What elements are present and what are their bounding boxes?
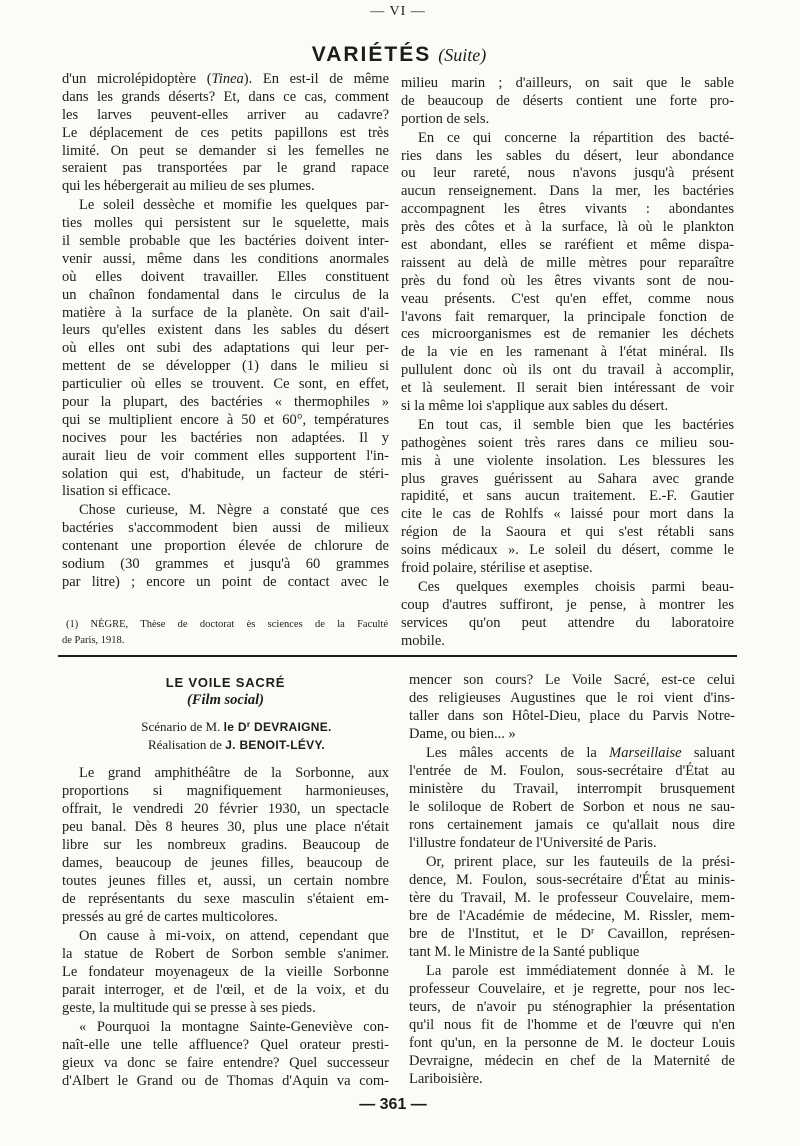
text-line-content: pathogènes soient très rares dans ce milieu sou- [401, 434, 734, 451]
text-line [409, 1070, 735, 1088]
text-line [62, 178, 389, 196]
paragraph [62, 197, 389, 501]
text-line [409, 725, 735, 743]
text-line-content: professeur Couvelaire, et je regrette, pour nos lec- [409, 981, 735, 997]
text-line-content: rapidité, et sans aucun traitement. E.-F. Gautier [401, 488, 734, 505]
article-column-left [62, 71, 389, 592]
screenplay-credit [62, 718, 389, 736]
text-line-content: services qu'on peut attendre du laboratoire [401, 614, 734, 631]
text-line-content: seraient pas transportées par le grand rapace [62, 160, 389, 177]
film-article-header [62, 674, 389, 754]
text-line [62, 89, 389, 107]
text-line-content: Dame, ou bien... » [409, 726, 516, 742]
folio-number: — VI — [370, 4, 426, 19]
text-line-content: où elles ont subi des adaptations qui leur per- [62, 340, 389, 357]
text-line [401, 524, 734, 542]
text-line [401, 273, 734, 291]
text-line [62, 927, 389, 945]
text-line [409, 998, 735, 1016]
text-line [409, 962, 735, 980]
text-line [62, 358, 389, 376]
superscript-text: r [246, 719, 251, 730]
credit-label: Réalisation de [147, 737, 222, 752]
text-line [401, 362, 734, 380]
text-line [62, 448, 389, 466]
film-genre: (Film social) [187, 692, 264, 708]
text-line-content: cite le cas de Rohlfs « laissé pour mort dans la [401, 506, 734, 523]
paragraph [62, 1018, 389, 1090]
text-line [62, 430, 389, 448]
text-line [62, 125, 389, 143]
text-line-content: l'entrée de M. Foulon, sous-secrétaire d'État au [409, 763, 735, 779]
text-line [401, 183, 734, 201]
text-line [62, 305, 389, 323]
text-line [401, 615, 734, 633]
text-line-content: l'avons fait remarquer, la principale fonction de [401, 308, 734, 325]
text-line-content: tère du Travail, M. le professeur Couvelaire, mem- [409, 890, 735, 906]
text-line-content: naît-elle une telle affluence? Quel orateur presti- [62, 1037, 389, 1053]
text-line-content: gieux va donc se faire entendre? Quel successeur [62, 1055, 389, 1071]
credit-name [224, 720, 332, 734]
text-line [401, 506, 734, 524]
paragraph [401, 130, 734, 416]
paragraph [409, 962, 735, 1088]
text-line [62, 556, 389, 574]
text-line-content: l'illustre fondateur de l'Université de Paris. [409, 835, 657, 851]
text-line [62, 945, 389, 963]
text-line-content: proportions si magnifiquement harmonieuses, [62, 783, 389, 799]
text-line-content: ou leur rareté, nous n'avons jusqu'à présent [401, 165, 734, 182]
text-line [62, 854, 389, 872]
text-line-content: bre de l'Institut, et le $D^r$ Cavaillon, représen- [409, 925, 735, 942]
text-line [409, 1016, 735, 1034]
text-line-content: rons certainement jamais ce qu'allait nous dire [409, 817, 735, 833]
text-line-content: Le grand amphithéâtre de la Sorbonne, aux [79, 765, 389, 781]
text-line-content: coup d'autres suffiront, je pense, à montrer les [401, 596, 734, 613]
text-line [62, 412, 389, 430]
text-line [62, 215, 389, 233]
superscript-text: r [590, 925, 595, 937]
text-line-content: Lariboisière. [409, 1071, 483, 1087]
text-line [401, 291, 734, 309]
text-line-content: veau présents. C'est qu'en effet, comme nous [401, 290, 734, 307]
text-line [62, 71, 389, 89]
text-line-content: On cause à mi-voix, on attend, cependant que [79, 928, 389, 944]
text-line-content: le soliloque de Robert de Sorbon et nous ne sau- [409, 799, 735, 815]
text-line [62, 872, 389, 890]
text-line-content: solation qui est, d'habitude, un facteur de stéri- [62, 465, 389, 482]
footnote-text [62, 617, 388, 649]
text-line-content: leurs qu'elles existent dans les sables du désert [62, 322, 389, 339]
text-line [62, 782, 389, 800]
text-line-content: En ce qui concerne la répartition des bacté- [418, 129, 734, 146]
text-line-content: teurs, de n'avoir pu sténographier la présentation [409, 999, 735, 1015]
page-number: — 361 — [359, 1096, 427, 1113]
text-line [401, 579, 734, 597]
text-line [401, 417, 734, 435]
credit-label: Scénario de M. [141, 719, 221, 734]
text-line [62, 836, 389, 854]
text-line-content: qui se multiplient encore à 50 et 60°, températures [62, 411, 389, 428]
text-line-content: portion de sels. [401, 110, 490, 127]
text-line-content: d'Albert le Grand ou de Thomas d'Aquin va com- [62, 1073, 389, 1089]
text-line [409, 780, 735, 798]
text-line [409, 943, 735, 961]
text-line [62, 999, 389, 1017]
text-line-content: nocives pour les bactéries non adaptées. Il y [62, 429, 389, 446]
paragraph [62, 71, 389, 196]
text-line-content: près des côtes et à la surface, là où le plankton [401, 219, 734, 236]
text-line-content: il semble probable que les bactéries doivent inter- [62, 233, 389, 250]
text-line-content: La parole est immédiatement donnée à M. le [426, 963, 735, 979]
text-line-content: ministère du Travail, interrompit brusquement [409, 781, 735, 797]
text-line-content: de représentants du sexe masculin s'étaient em- [62, 891, 389, 907]
text-line-content: pressés au gré de cartes multicolores. [62, 909, 278, 925]
text-line-content: libre sur les nombreux gradins. Beaucoup de [62, 837, 389, 853]
text-line [62, 197, 389, 215]
text-line-content: d'un microlépidoptère (Tinea). En est-il de même [62, 71, 390, 87]
text-line [401, 435, 734, 453]
text-line [62, 1018, 389, 1036]
text-line-content: limité. On peut se demander si les femelles ne [62, 142, 389, 159]
text-line [409, 907, 735, 925]
paragraph [409, 853, 735, 961]
text-line-content: particulier où elles se trouvent. Ce sont, en effet, [62, 376, 389, 393]
film-article-column-right [409, 671, 735, 1088]
text-line-content: lisation si efficace. [62, 483, 171, 500]
text-line-content: sodium (30 grammes et jusqu'à 60 grammes [62, 556, 389, 573]
text-line [62, 233, 389, 251]
text-line [401, 237, 734, 255]
text-line-content: mis à une violente insolation. Les blessures les [401, 452, 734, 469]
text-line-content: milieu marin ; d'ailleurs, on sait que le sable [401, 75, 734, 91]
text-line-content: mobile. [401, 632, 445, 649]
text-line [62, 574, 389, 592]
text-line-content: geste, la multitude qui se presse à ses pieds. [62, 1000, 316, 1016]
text-line-content: matière à la surface de la planète. On sait d'ail- [62, 304, 389, 321]
text-line [62, 322, 389, 340]
text-line [62, 764, 389, 782]
text-line [62, 538, 389, 556]
section-title: VARIÉTÉS [311, 43, 432, 66]
text-line [62, 502, 389, 520]
text-line-content: accompagnent les êtres vivants : abondantes [401, 201, 734, 218]
text-line [62, 376, 389, 394]
paragraph [401, 75, 734, 129]
text-line-content: soins médicaux ». Le soleil du désert, comme le [401, 542, 734, 559]
text-line-content: venir aussi, même dans les conditions anormales [62, 250, 389, 267]
text-line [401, 201, 734, 219]
text-line-content: dames, beaucoup de jeunes filles, beaucoup de [62, 855, 389, 871]
text-line [62, 466, 389, 484]
text-line [409, 762, 735, 780]
paragraph [401, 417, 734, 578]
text-line-content: région de la Saoura et qui s'est rétabli sans [401, 524, 734, 541]
text-line-content: Devraigne, médecin en chef de la Maternité de [409, 1053, 735, 1069]
text-line [401, 255, 734, 273]
text-line [401, 453, 734, 471]
credit-title: le D [223, 720, 247, 734]
text-line [409, 853, 735, 871]
credit-person: DEVRAIGNE. [254, 720, 332, 734]
paragraph [409, 744, 735, 852]
text-line-content: (1) NÈGRE, Thèse de doctorat ès sciences de la Faculté [66, 619, 388, 630]
text-line-content: Chose curieuse, M. Nègre a constaté que ces [79, 502, 389, 519]
text-line [401, 398, 734, 416]
text-line [409, 871, 735, 889]
text-line [409, 889, 735, 907]
text-line [401, 326, 734, 344]
text-line-content: pour la plupart, des bactéries « thermophiles » [62, 394, 389, 411]
text-line [409, 689, 735, 707]
text-line-content: est abondant, elles se raréfient et même dispa- [401, 237, 734, 254]
text-line [401, 93, 734, 111]
text-line [401, 165, 734, 183]
section-divider [58, 655, 737, 657]
text-line-content: Le soleil dessèche et momifie les quelques par- [79, 197, 389, 214]
text-line [409, 798, 735, 816]
text-line-content: bactéries s'accommodent bien aussi de milieux [62, 520, 389, 537]
text-line-content: plus graves guérissent au Sahara avec grande [401, 470, 734, 487]
text-line-content: mettent de se développer (1) dans le milieu si [62, 358, 389, 375]
text-line [401, 471, 734, 489]
film-article-column-left [62, 764, 389, 1090]
text-line-content: les larves peuvent-elles arriver au cadavre? [62, 106, 389, 123]
text-line-content: dans les grands déserts? Et, dans ce cas, comment [62, 88, 389, 105]
text-line [401, 597, 734, 615]
paragraph [62, 764, 389, 926]
text-line [62, 617, 388, 633]
text-line [409, 707, 735, 725]
text-line [401, 75, 734, 93]
text-line [401, 560, 734, 578]
text-line-content: parait interroger, et de l'œil, et de la voix, et du [62, 982, 389, 998]
paragraph [62, 927, 389, 1017]
text-line-content: de Paris, 1918. [62, 635, 125, 646]
text-line [401, 633, 734, 651]
text-line-content: Ces quelques exemples choisis parmi beau- [418, 578, 734, 595]
text-line [409, 980, 735, 998]
text-line [401, 542, 734, 560]
text-line [62, 143, 389, 161]
text-line [62, 251, 389, 269]
text-line-content: si la même loi s'applique aux sables du désert. [401, 398, 669, 415]
text-line [62, 107, 389, 125]
text-line-content: par litre) ; encore un point de contact avec le [62, 573, 389, 590]
text-line-content: froid polaire, stérilise et aseptise. [401, 560, 593, 577]
credit-person: J. BENOIT-LÉVY. [225, 738, 326, 752]
direction-credit [62, 736, 389, 754]
text-line [409, 1034, 735, 1052]
text-line-content: « Pourquoi la montagne Sainte-Geneviève con- [79, 1019, 389, 1035]
text-line [62, 160, 389, 178]
text-line-content: pullulent donc où ils ont du travail à accomplir, [401, 362, 734, 379]
text-line-content: contenant une proportion élevée de chlorure de [62, 538, 389, 555]
text-line [409, 671, 735, 689]
text-line [409, 834, 735, 852]
text-line [409, 1052, 735, 1070]
text-line-content: de beaucoup de déserts contient une forte pro- [401, 92, 734, 109]
text-line-content: offrait, le vendredi 20 février 1930, un spectacle [62, 801, 389, 817]
text-line-content: dence, M. Foulon, sous-secrétaire d'État au minis- [409, 872, 735, 888]
text-line-content: taller dans son Hôtel-Dieu, place du Parvis Notre- [409, 708, 735, 724]
footnote [62, 617, 388, 649]
text-line [62, 1036, 389, 1054]
text-line [62, 340, 389, 358]
text-line-content: des religieuses Augustines que le roi vient d'ins- [409, 690, 735, 706]
text-line [401, 488, 734, 506]
text-line-content: Le déplacement de ces petits papillons est très [62, 124, 389, 141]
article-column-right [401, 75, 734, 651]
text-line-content: et là seulement. Il serait bien intéressant de voir [401, 380, 734, 397]
italic-text: Tinea [211, 71, 244, 87]
text-line-content: tant M. le Ministre de la Santé publique [409, 944, 640, 960]
text-line-content: font qu'un, en la personne de M. le docteur Louis [409, 1035, 735, 1051]
text-line-content: peu banal. Dès 8 heures 30, plus une place n'était [62, 819, 389, 835]
italic-text: Marseillaise [609, 745, 682, 761]
text-line-content: qu'il nous fit de l'homme et de l'œuvre qui n'en [409, 1017, 735, 1033]
text-line [62, 981, 389, 999]
text-line [409, 744, 735, 762]
text-line [62, 483, 389, 501]
text-line-content: ties molles qui persistent sur le squelette, mais [62, 215, 389, 232]
text-line-content: mencer son cours? Le Voile Sacré, est-ce celui [409, 672, 735, 688]
text-line [401, 130, 734, 148]
text-line-content: ries dans les sables du désert, leur abondance [401, 147, 734, 164]
text-line [401, 219, 734, 237]
text-line [62, 963, 389, 981]
text-line-content: de la vie en les ramenant à l'état minéral. Ils [401, 344, 734, 361]
section-subtitle: (Suite) [438, 45, 487, 65]
text-line-content: Le fondateur moyenageux de la vieille Sorbonne [62, 964, 389, 980]
text-line [401, 148, 734, 166]
text-line-content: près du fond où les êtres vivants sont de nou- [401, 272, 734, 289]
film-title: LE VOILE SACRÉ [165, 675, 286, 690]
text-line-content: aurait lieu de voir comment elles supportent l'in- [62, 447, 389, 464]
text-line-content: bre de l'Académie de médecine, M. Rissler, mem- [409, 908, 735, 924]
text-line [62, 287, 389, 305]
text-line [62, 633, 388, 649]
text-line [62, 890, 389, 908]
text-line-content: ces microorganismes est de remanier les déchets [401, 326, 734, 343]
text-line [401, 309, 734, 327]
text-line [409, 925, 735, 943]
text-line [62, 800, 389, 818]
text-line-content: la statue de Robert de Sorbon semble s'animer. [62, 946, 389, 962]
text-line [401, 111, 734, 129]
text-line-content: raissent au delà de mille mètres pour reparaître [401, 254, 734, 271]
text-line-content: Les mâles accents de la Marseillaise saluant [426, 745, 735, 761]
text-line [62, 269, 389, 287]
text-line [62, 818, 389, 836]
text-line-content: Or, prirent place, sur les fauteuils de la prési- [426, 854, 735, 870]
text-line-content: En tout cas, il semble bien que les bactéries [418, 416, 734, 433]
text-line-content: qui les hébergerait au milieu de ses plumes. [62, 178, 315, 195]
text-line-content: un chaînon fondamental dans le circulus de la [62, 286, 389, 303]
text-line [62, 394, 389, 412]
text-line [409, 816, 735, 834]
paragraph [409, 671, 735, 743]
text-line-content: où elles doivent travailler. Elles constituent [62, 268, 389, 285]
text-line [401, 380, 734, 398]
text-line [62, 1054, 389, 1072]
section-heading [0, 42, 798, 70]
text-line [62, 1072, 389, 1090]
text-line-content: toutes jeunes filles et, aussi, un certain nombre [62, 873, 389, 889]
text-line [62, 520, 389, 538]
text-line [401, 344, 734, 362]
text-line-content: aucun renseignement. Dans la mer, les bactéries [401, 183, 734, 200]
paragraph [62, 502, 389, 591]
paragraph [401, 579, 734, 651]
text-line [62, 908, 389, 926]
